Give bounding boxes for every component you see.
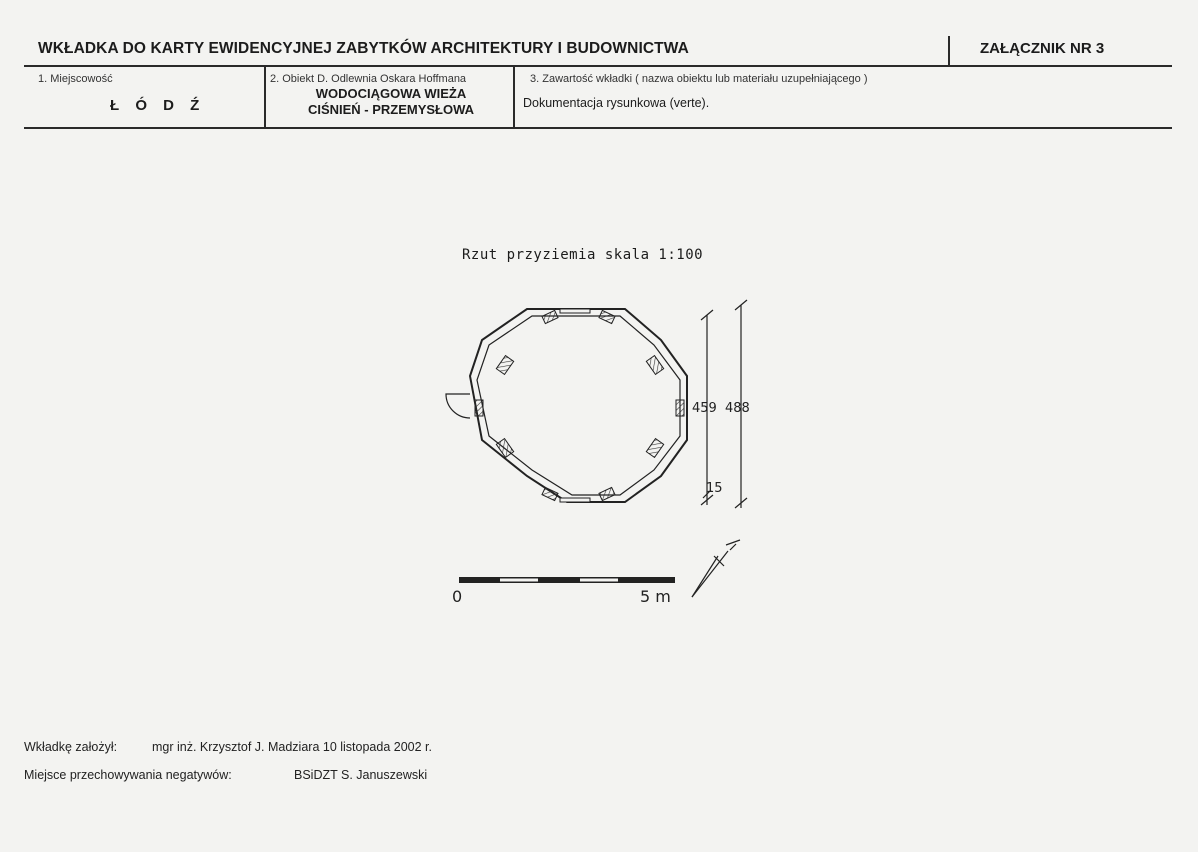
attachment-number: ZAŁĄCZNIK NR 3	[980, 40, 1105, 57]
scale-start-label: 0	[452, 587, 463, 606]
object-value-line1: WODOCIĄGOWA WIEŻA	[315, 86, 467, 101]
created-by-label: Wkładkę założył:	[24, 740, 118, 754]
storage-label: Miejsce przechowywania negatywów:	[24, 768, 232, 782]
door-swing-arc	[446, 394, 470, 418]
sheet-title: WKŁADKA DO KARTY EWIDENCYJNEJ ZABYTKÓW ARCHITEKTURY I BUDOWNICTWA	[38, 40, 689, 57]
dimension-wall: 15	[706, 481, 723, 496]
created-by-value: mgr inż. Krzysztof J. Madziara 10 listopada 2002 r.	[152, 740, 432, 754]
content-label: 3. Zawartość wkładki ( nazwa obiektu lub materiału uzupełniającego )	[530, 73, 868, 85]
content-value: Dokumentacja rysunkowa (verte).	[523, 96, 710, 110]
scale-bar	[459, 577, 675, 583]
locality-value: Ł Ó D Ź	[110, 97, 206, 114]
drawing-title: Rzut przyziemia skala 1:100	[462, 247, 704, 263]
scale-end-label: 5 m	[640, 587, 671, 606]
object-label: 2. Obiekt D. Odlewnia Oskara Hoffmana	[270, 73, 467, 85]
object-value-line2: CIŚNIEŃ - PRZEMYSŁOWA	[307, 102, 475, 117]
tower-inner-wall	[477, 316, 680, 495]
dimension-outer: 488	[725, 401, 750, 416]
tower-outer-wall	[470, 309, 687, 502]
locality-label: 1. Miejscowość	[38, 73, 113, 85]
storage-value: BSiDZT S. Januszewski	[294, 768, 428, 782]
dimension-inner: 459	[692, 401, 717, 416]
north-arrow-icon	[692, 540, 740, 597]
tower-pilasters	[475, 309, 684, 502]
